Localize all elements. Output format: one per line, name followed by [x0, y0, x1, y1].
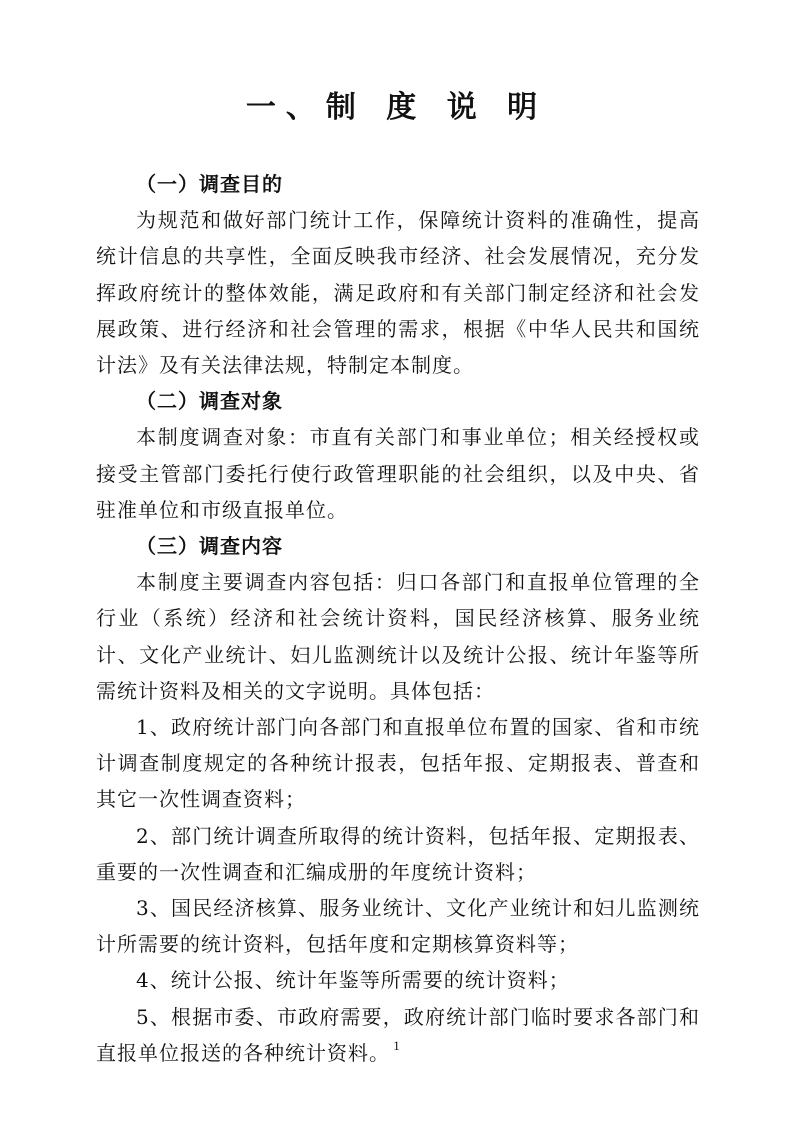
list-item-content-4: 4、统计公报、统计年鉴等所需要的统计资料； — [136, 968, 570, 993]
list-item-content-1: 1、政府统计部门向各部门和直报单位布置的国家、省和市统计调查制度规定的各种统计报表，包括年报、定期报表、普查和其它一次性调查资料； — [96, 715, 700, 812]
list-item-content-2: 2、部门统计调查所取得的统计资料，包括年报、定期报表、重要的一次性调查和汇编成册的年度统计资料； — [96, 823, 700, 884]
section-heading-purpose: （一）调查目的 — [136, 172, 283, 196]
list-item-content-3: 3、国民经济核算、服务业统计、文化产业统计和妇儿监测统计所需要的统计资料，包括年度和定期核算资料等； — [96, 896, 700, 957]
paragraph-content-intro: 本制度主要调查内容包括：归口各部门和直报单位管理的全行业（系统）经济和社会统计资料，国民经济核算、服务业统计、文化产业统计、妇儿监测统计以及统计公报、统计年鉴等所需统计资料及相关的文字说明。具体包括： — [96, 570, 700, 703]
section-heading-content: （三）调查内容 — [136, 534, 283, 559]
page-number: 1 — [393, 1038, 400, 1053]
list-item-content-5: 5、根据市委、市政府需要，政府统计部门临时要求各部门和直报单位报送的各种统计资料。 — [96, 1004, 700, 1065]
paragraph-purpose: 为规范和做好部门统计工作，保障统计资料的准确性，提高统计信息的共享性，全面反映我市经济、社会发展情况，充分发挥政府统计的整体效能，满足政府和有关部门制定经济和社会发展政策、进行经济和社会管理的需求，根据《中华人民共和国统计法》及有关法律法规，特制定本制度。 — [96, 208, 700, 378]
paragraph-subjects: 本制度调查对象：市直有关部门和事业单位；相关经授权或接受主管部门委托行使行政管理职能的社会组织，以及中央、省驻准单位和市级直报单位。 — [96, 425, 700, 522]
page-title: 一、制 度 说 明 — [245, 90, 548, 125]
section-heading-subjects: （二）调查对象 — [136, 389, 283, 414]
document-body — [96, 166, 700, 1071]
